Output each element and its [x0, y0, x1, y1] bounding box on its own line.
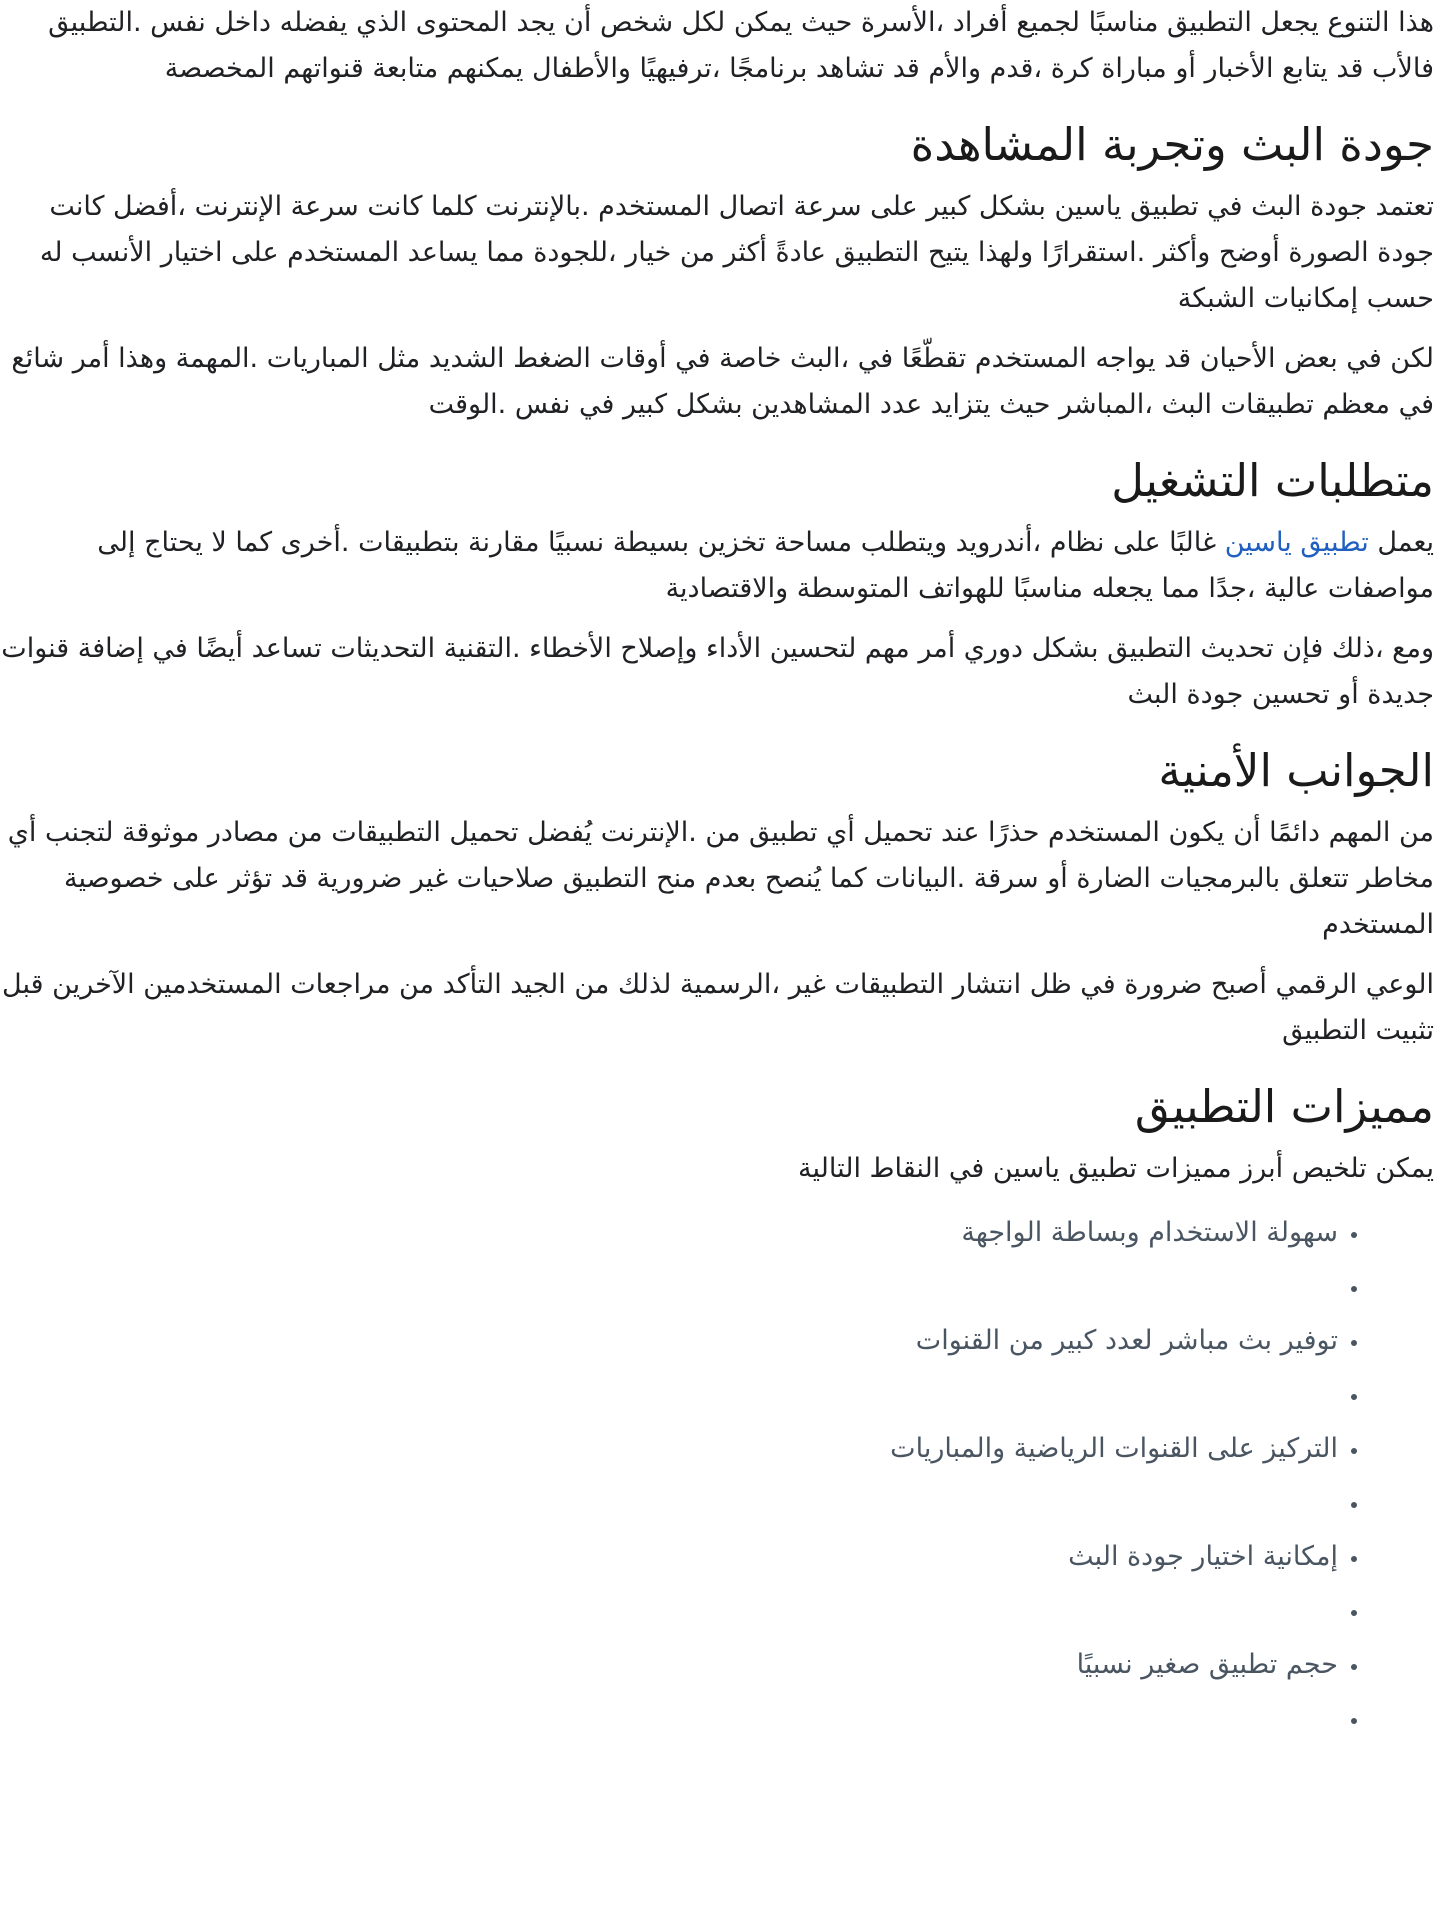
stream-quality-paragraph-1: تعتمد جودة البث في تطبيق ياسين بشكل كبير على سرعة اتصال المستخدم .بالإنترنت كلما كانت سرعة الإنترنت ،أفضل كانت جودة الصورة أوضح وأكثر .استقرارًا ولهذا يتيح التطبيق عادةً أكثر من خيار ،للجودة مما يساعد المستخدم على اختيار الأنسب له حسب إمكانيات الشبكة	[39, 191, 1434, 314]
requirements-paragraph-1	[0, 520, 1434, 612]
list-item	[0, 1260, 1338, 1314]
features-list	[0, 1206, 1434, 1746]
list-item: • إمكانية اختيار جودة البث	[0, 1530, 1338, 1584]
heading-features: مميزات التطبيق	[1134, 1080, 1434, 1133]
heading-security: الجوانب الأمنية	[1158, 744, 1434, 797]
stream-quality-paragraph-2: لكن في بعض الأحيان قد يواجه المستخدم تقطّعًا في ،البث خاصة في أوقات الضغط الشديد مثل المباريات .المهمة وهذا أمر شائع في معظم تطبيقات البث ،المباشر حيث يتزايد عدد المشاهدين بشكل كبير في نفس .الوقت	[11, 343, 1434, 420]
requirements-text-end: غالبًا على نظام ،أندرويد ويتطلب مساحة تخزين بسيطة نسبيًا مقارنة بتطبيقات .أخرى كما لا يحتاج إلى مواصفات عالية ،جدًا مما يجعله مناسبًا للهواتف المتوسطة والاقتصادية	[97, 527, 1434, 604]
list-item: • سهولة الاستخدام وبساطة الواجهة	[0, 1206, 1338, 1260]
yassin-app-link[interactable]: تطبيق ياسين	[1224, 527, 1369, 558]
features-intro-paragraph: يمكن تلخيص أبرز مميزات تطبيق ياسين في النقاط التالية	[798, 1153, 1434, 1184]
list-item: • التركيز على القنوات الرياضية والمباريات	[0, 1422, 1338, 1476]
requirements-paragraph-2: ومع ،ذلك فإن تحديث التطبيق بشكل دوري أمر مهم لتحسين الأداء وإصلاح الأخطاء .التقنية التحديثات تساعد أيضًا في إضافة قنوات جديدة أو تحسين جودة البث	[1, 633, 1434, 710]
security-paragraph-1: من المهم دائمًا أن يكون المستخدم حذرًا عند تحميل أي تطبيق من .الإنترنت يُفضل تحميل التطبيقات من مصادر موثوقة لتجنب أي مخاطر تتعلق بالبرمجيات الضارة أو سرقة .البيانات كما يُنصح بعدم منح التطبيق صلاحيات غير ضرورية قد تؤثر على خصوصية المستخدم	[7, 817, 1434, 940]
list-item	[0, 1584, 1338, 1638]
heading-stream-quality: جودة البث وتجربة المشاهدة	[910, 118, 1434, 171]
list-item	[0, 1476, 1338, 1530]
list-item: • توفير بث مباشر لعدد كبير من القنوات	[0, 1314, 1338, 1368]
list-item	[0, 1368, 1338, 1422]
list-item	[0, 1692, 1338, 1746]
list-item: • حجم تطبيق صغير نسبيًا	[0, 1638, 1338, 1692]
security-paragraph-2: الوعي الرقمي أصبح ضرورة في ظل انتشار التطبيقات غير ،الرسمية لذلك من الجيد التأكد من مراجعات المستخدمين الآخرين قبل تثبيت التطبيق	[2, 969, 1434, 1046]
heading-requirements: متطلبات التشغيل	[1111, 454, 1434, 507]
requirements-text-start: يعمل	[1368, 527, 1434, 558]
intro-paragraph: هذا التنوع يجعل التطبيق مناسبًا لجميع أفراد ،الأسرة حيث يمكن لكل شخص أن يجد المحتوى الذي يفضله داخل نفس .التطبيق فالأب قد يتابع الأخبار أو مباراة كرة ،قدم والأم قد تشاهد برنامجًا ،ترفيهيًا والأطفال يمكنهم متابعة قنواتهم المخصصة	[48, 7, 1434, 84]
